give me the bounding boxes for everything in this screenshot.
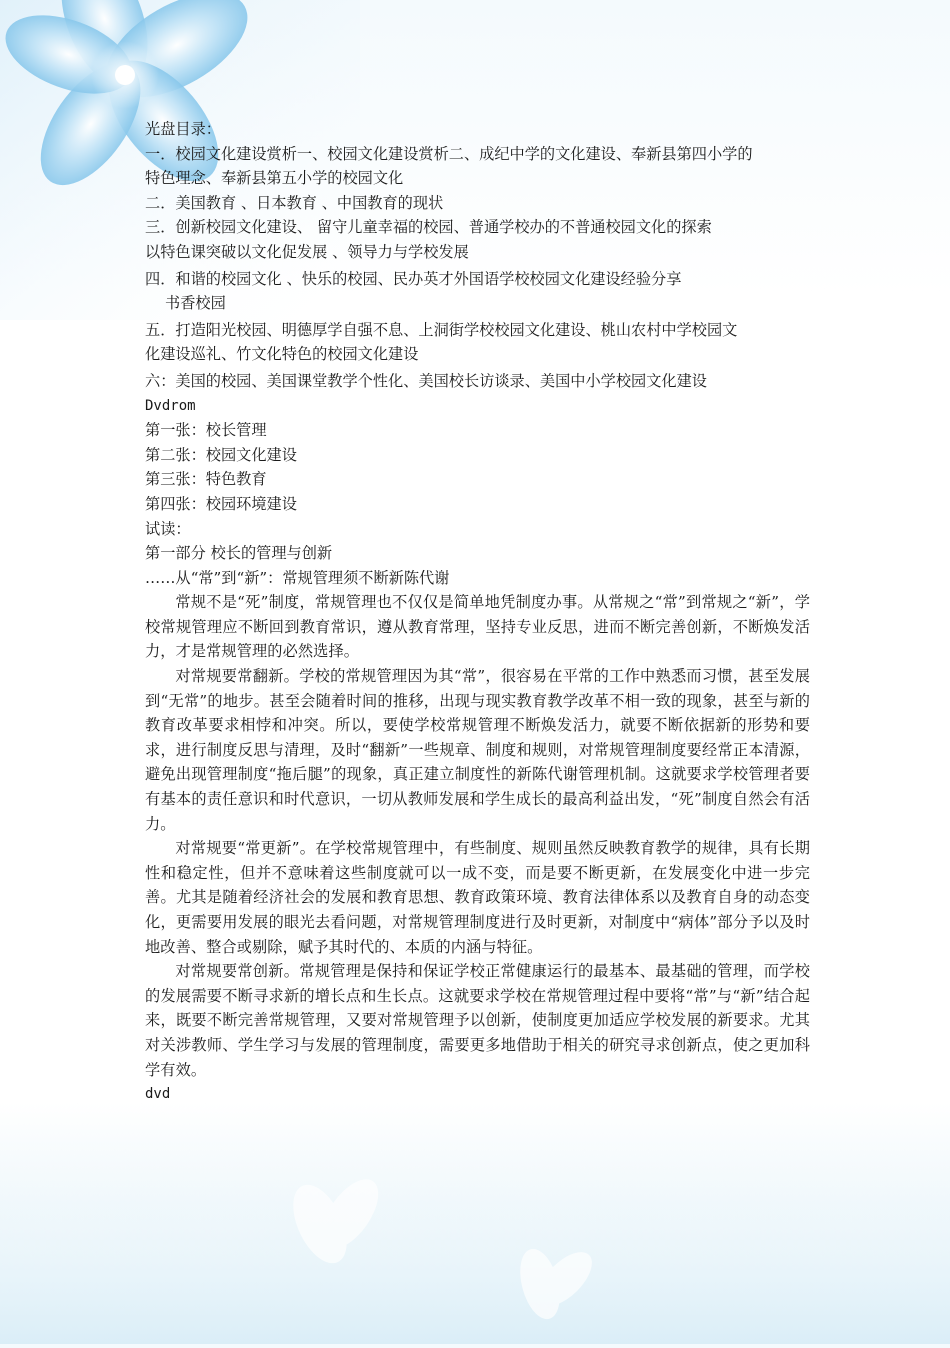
toc-item-4: 四．和谐的校园文化 、快乐的校园、民办英才外国语学校校园文化建设经验分享 — [145, 269, 682, 288]
part-title: 第一部分 校长的管理与创新 — [145, 544, 333, 563]
paragraph-4: 对常规要常创新。常规管理是保持和保证学校正常健康运行的最基本、最基础的管理，而学校的发展需要不断寻求新的增长点和生长点。这就要求学校在常规管理过程中要将“常”与“新”结合起来，既要不断完善常规管理，又要对常规管理予以创新，使制度更加适应学校发展的新要求。尤其对关涉教师、学生学习与发展的管理制度，需要更多地借助于相关的研究寻求创新点，使之更加科学有效。 — [145, 962, 810, 1079]
section-title: ……从“常”到“新”：常规管理须不断新陈代谢 — [145, 568, 450, 587]
paragraph-3: 对常规要“常更新”。在学校常规管理中，有些制度、规则虽然反映教育教学的规律，具有长期性和稳定性，但并不意味着这些制度就可以一成不变，而是要不断更新，在发展变化中进一步完善。尤其是随着经济社会的发展和教育思想、教育政策环境、教育法律体系以及教育自身的动态变化，更需要用发展的眼光去看问题，对常规管理制度进行及时更新，对制度中“病体”部分予以及时地改善、整合或剔除，赋予其时代的、本质的内涵与特征。 — [145, 839, 810, 956]
disc-2: 第二张：校园文化建设 — [145, 445, 297, 464]
bottom-decoration — [0, 1144, 950, 1344]
toc-item-5: 五．打造阳光校园、明德厚学自强不息、上洞街学校校园文化建设、桃山农村中学校园文 — [145, 320, 738, 339]
toc-item-5-cont: 化建设巡礼、竹文化特色的校园文化建设 — [145, 345, 419, 364]
toc-item-3-cont: 以特色课突破以文化促发展 、领导力与学校发展 — [145, 242, 469, 261]
toc-item-1: 一．校园文化建设赏析一、校园文化建设赏析二、成纪中学的文化建设、奉新县第四小学的 — [145, 144, 753, 163]
toc-item-3: 三．创新校园文化建设、 留守儿童幸福的校园、普通学校办的不普通校园文化的探索 — [145, 218, 712, 237]
paragraph-1: 常规不是“死”制度，常规管理也不仅仅是简单地凭制度办事。从常规之“常”到常规之“新”，学校常规管理应不断回到教育常识，遵从教育常理，坚持专业反思，进而不断完善创新，不断焕发活力，才是常规管理的必然选择。 — [145, 593, 810, 661]
disc-4: 第四张：校园环境建设 — [145, 494, 297, 513]
toc-item-1-cont: 特色理念、奉新县第五小学的校园文化 — [145, 169, 404, 188]
document-body — [145, 117, 810, 1107]
disc-1: 第一张：校长管理 — [145, 421, 267, 440]
toc-item-6: 六：美国的校园、美国课堂教学个性化、美国校长访谈录、美国中小学校园文化建设 — [145, 371, 707, 390]
disc-3: 第三张：特色教育 — [145, 470, 267, 489]
dvdrom-label: Dvdrom — [145, 397, 196, 414]
toc-item-4-cont: 书香校园 — [165, 294, 226, 313]
footer-dvd: dvd — [145, 1086, 171, 1103]
reading-label: 试读： — [145, 519, 191, 538]
toc-item-2: 二．美国教育 、日本教育 、中国教育的现状 — [145, 193, 444, 212]
toc-heading: 光盘目录： — [145, 120, 221, 138]
paragraph-2: 对常规要常翻新。学校的常规管理因为其“常”，很容易在平常的工作中熟悉而习惯，甚至发展到“无常”的地步。甚至会随着时间的推移，出现与现实教育教学改革不相一致的现象，甚至与新的教育改革要求相悖和冲突。所以，要使学校常规管理不断焕发活力，就要不断依据新的形势和要求，进行制度反思与清理，及时“翻新”一些规章、制度和规则，对常规管理制度要经常正本清源，避免出现管理制度“拖后腿”的现象，真正建立制度性的新陈代谢管理机制。这就要求学校管理者要有基本的责任意识和时代意识，一切从教师发展和学生成长的最高利益出发，“死”制度自然会有活力。 — [145, 667, 810, 833]
